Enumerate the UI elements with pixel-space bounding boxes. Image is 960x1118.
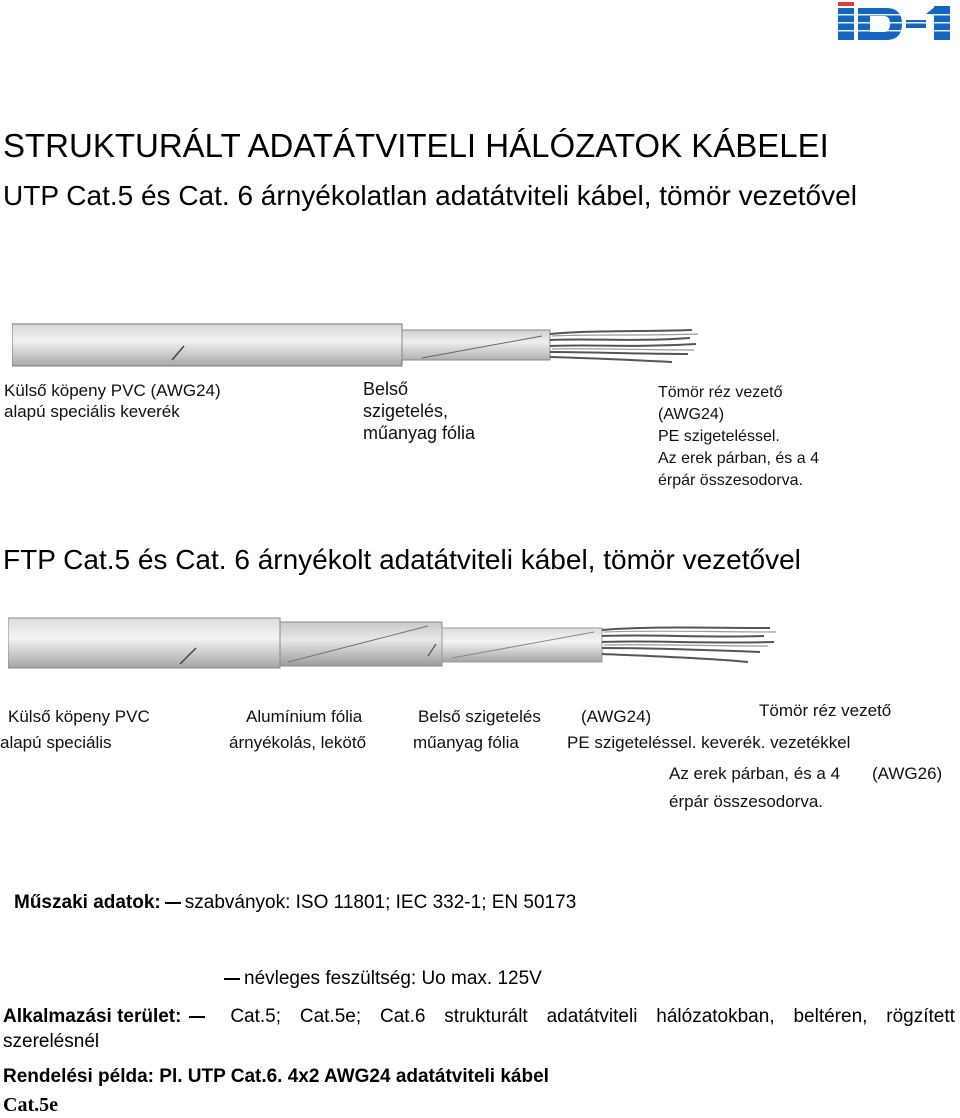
ftp-label-awg24: (AWG24) [581, 707, 652, 726]
page-title: STRUKTURÁLT ADATÁTVITELI HÁLÓZATOK KÁBELEI [3, 127, 829, 164]
ftp-cable-image [8, 614, 778, 672]
app-word: adatátviteli [546, 1006, 638, 1027]
app-word: rögzített [886, 1006, 955, 1027]
application-label: Alkalmazási terület: [3, 1006, 182, 1027]
application-continuation: szerelésnél [3, 1031, 100, 1052]
dash-icon [189, 1016, 205, 1018]
spec-voltage [224, 967, 542, 991]
order-text: Pl. UTP Cat.6. 4x2 AWG24 adatátviteli kábel [159, 1066, 549, 1087]
spec-label: Műszaki adatok: [14, 892, 161, 913]
ftp-label-foil-2: árnyékolás, lekötő [229, 733, 367, 752]
ftp-label-outer-1: Külső köpeny PVC [8, 707, 150, 726]
utp-heading: UTP Cat.5 és Cat. 6 árnyékolatlan adatátviteli kábel, tömör vezetővel [3, 180, 857, 211]
ftp-label-inner-2: műanyag fólia [413, 733, 519, 752]
app-word: beltéren, [793, 1006, 868, 1027]
utp-label-inner-insulation: Belső szigetelés, műanyag fólia [363, 379, 476, 443]
footer-text: Cat.5e [3, 1094, 58, 1116]
ftp-label-conductor: Tömör réz vezető [759, 701, 892, 720]
utp-label-outer-jacket: Külső köpeny PVC (AWG24) alapú speciális keverék [4, 381, 221, 421]
id1-logo [838, 2, 956, 42]
spec-standards [14, 891, 576, 915]
app-word: Cat.6 [380, 1006, 426, 1027]
dash-icon [224, 978, 240, 980]
app-word: Cat.5e; [299, 1006, 362, 1027]
application-line [3, 1005, 955, 1029]
app-word: Cat.5; [230, 1006, 282, 1027]
ftp-label-pairs: Az erek párban, és a 4 [669, 764, 841, 783]
ftp-label-inner-1: Belső szigetelés [418, 707, 541, 726]
ftp-label-pe: PE szigeteléssel. keverék. vezetékkel [567, 733, 851, 752]
utp-cable-image [12, 322, 702, 368]
app-word: strukturált [444, 1006, 528, 1027]
dash-icon [165, 902, 181, 904]
order-label: Rendelési példa: [3, 1066, 154, 1087]
utp-label-conductor: Tömör réz vezető (AWG24) PE szigeteléssel. Az erek párban, és a 4 érpár összesodorva. [658, 384, 819, 489]
ftp-label-outer-2: alapú speciális [0, 733, 112, 752]
order-example [3, 1065, 549, 1089]
application-label-group [3, 1005, 211, 1029]
ftp-heading: FTP Cat.5 és Cat. 6 árnyékolt adatátviteli kábel, tömör vezetővel [3, 544, 801, 575]
ftp-label-foil-1: Alumínium fólia [246, 707, 363, 726]
ftp-label-twisted: érpár összesodorva. [669, 792, 824, 811]
app-word: hálózatokban, [656, 1006, 775, 1027]
ftp-label-awg26: (AWG26) [872, 764, 943, 783]
spec-voltage-text: névleges feszültség: Uo max. 125V [244, 968, 542, 989]
spec-standards-text: szabványok: ISO 11801; IEC 332-1; EN 50173 [184, 892, 577, 913]
